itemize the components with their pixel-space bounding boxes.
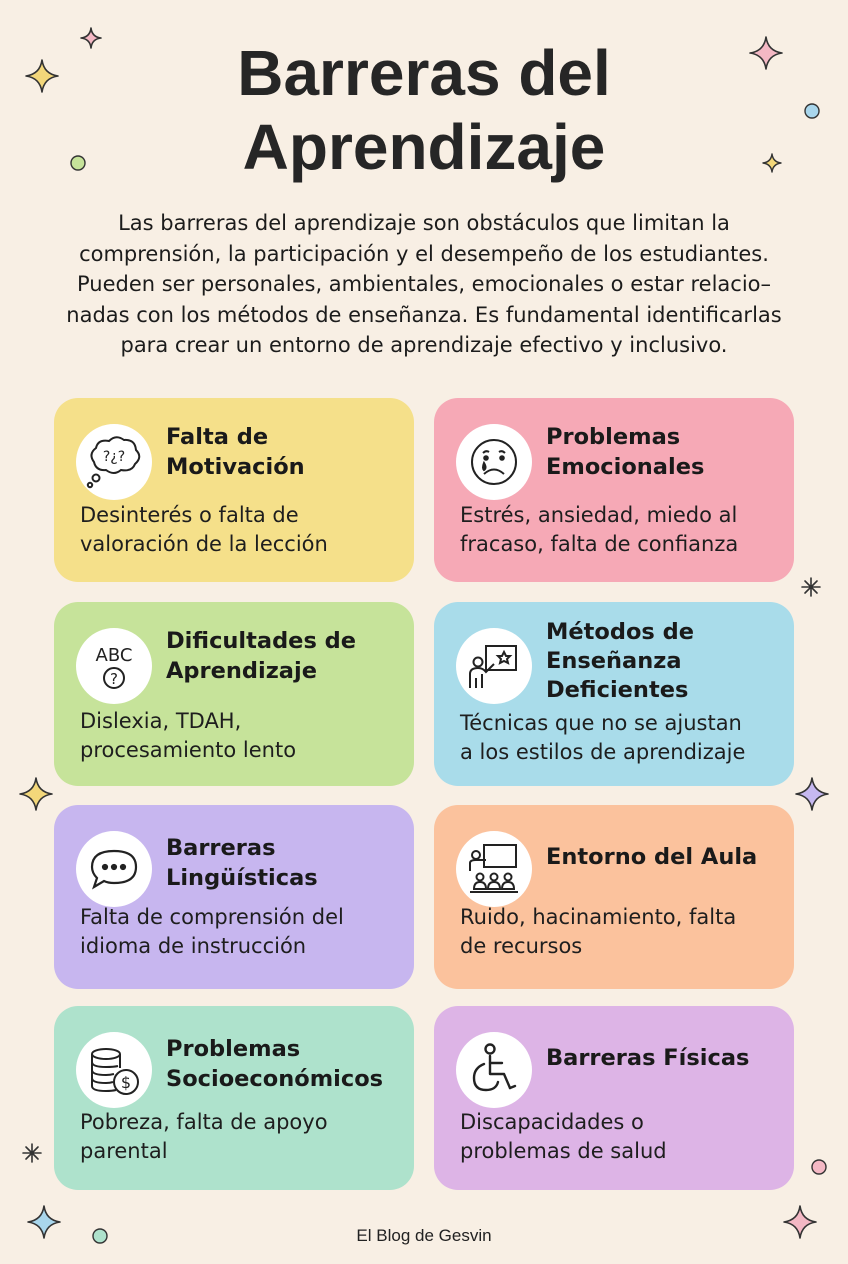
card-title-line: Deficientes: [546, 677, 689, 703]
card-title-line: Motivación: [166, 454, 305, 480]
coins-dollar-icon: [76, 1032, 152, 1108]
card-title: [166, 833, 406, 893]
icon-badge: [76, 424, 152, 500]
title-line: Barreras del: [237, 37, 611, 109]
card-description: [460, 709, 780, 767]
card-title-line: Falta de: [166, 424, 269, 450]
card-description: [80, 707, 400, 765]
card-entorno-del-aula: [434, 805, 794, 989]
card-desc-line: idioma de instrucción: [80, 934, 307, 958]
card-metodos-de-ensenanza-deficientes: [434, 602, 794, 786]
sad-face-icon: [456, 424, 532, 500]
icon-badge: [456, 628, 532, 704]
card-dificultades-de-aprendizaje: [54, 602, 414, 786]
abc-question-icon: [76, 628, 152, 704]
card-desc-line: Dislexia, TDAH,: [80, 709, 242, 733]
card-desc-line: Pobreza, falta de apoyo: [80, 1110, 328, 1134]
icon-badge: [76, 628, 152, 704]
card-problemas-socioeconomicos: [54, 1006, 414, 1190]
card-title-line: Barreras Físicas: [546, 1045, 750, 1071]
card-barreras-fisicas: [434, 1006, 794, 1190]
icon-badge: [76, 1032, 152, 1108]
intro-paragraph: [50, 208, 798, 361]
title-line: Aprendizaje: [242, 111, 606, 183]
intro-line: comprensión, la participación y el desempeño de los estudiantes.: [79, 241, 769, 266]
icon-badge: [456, 424, 532, 500]
card-title-line: Métodos de: [546, 619, 695, 645]
svg-text:?: ?: [110, 670, 118, 688]
card-title-line: Aprendizaje: [166, 658, 317, 684]
card-title-line: Barreras: [166, 835, 276, 861]
card-title: [166, 422, 406, 482]
card-title: [546, 842, 786, 872]
svg-text:$: $: [120, 1073, 132, 1092]
abc-label: ABC: [95, 645, 133, 666]
card-title-line: Emocionales: [546, 454, 705, 480]
card-desc-line: Técnicas que no se ajustan: [460, 711, 742, 735]
card-title-line: Problemas: [166, 1036, 301, 1062]
icon-badge: [456, 831, 532, 907]
thought-bubble-question-icon: [76, 424, 152, 500]
card-title-line: Lingüísticas: [166, 865, 318, 891]
card-desc-line: procesamiento lento: [80, 738, 297, 762]
card-description: [80, 903, 400, 961]
card-desc-line: Discapacidades o: [460, 1110, 644, 1134]
footer-credit: El Blog de Gesvin: [356, 1226, 492, 1245]
card-title-line: Socioeconómicos: [166, 1066, 384, 1092]
intro-line: para crear un entorno de aprendizaje efectivo y inclusivo.: [120, 333, 728, 357]
card-title: [546, 422, 786, 482]
card-title: [166, 1034, 406, 1094]
card-desc-line: problemas de salud: [460, 1139, 667, 1163]
page-title: [0, 36, 848, 184]
card-title-line: Dificultades de: [166, 628, 357, 654]
wheelchair-icon: [456, 1032, 532, 1108]
card-desc-line: de recursos: [460, 934, 583, 958]
card-title: [546, 1043, 786, 1073]
card-desc-line: Ruido, hacinamiento, falta: [460, 905, 737, 929]
card-description: [460, 1108, 780, 1166]
card-description: [460, 903, 780, 961]
teacher-board-icon: [456, 628, 532, 704]
card-desc-line: Falta de comprensión del: [80, 905, 344, 929]
sparkle-icon: [20, 778, 52, 810]
intro-line: nadas con los métodos de enseñanza. Es fundamental identificarlas: [66, 302, 782, 327]
svg-text:?¿?: ?¿?: [102, 449, 126, 465]
card-desc-line: Desinterés o falta de: [80, 503, 299, 527]
asterisk-icon: [23, 1144, 41, 1162]
card-title-line: Problemas: [546, 424, 681, 450]
card-falta-de-motivacion: [54, 398, 414, 582]
classroom-icon: [456, 831, 532, 907]
card-desc-line: fracaso, falta de confianza: [460, 532, 739, 556]
card-desc-line: a los estilos de aprendizaje: [460, 740, 746, 764]
intro-line: Las barreras del aprendizaje son obstáculos que limitan la: [118, 211, 730, 235]
card-description: [80, 1108, 400, 1166]
card-desc-line: Estrés, ansiedad, miedo al: [460, 503, 738, 527]
card-title-line: Entorno del Aula: [546, 844, 758, 870]
speech-bubble-icon: [76, 831, 152, 907]
intro-line: Pueden ser personales, ambientales, emocionales o estar relacio–: [76, 272, 771, 296]
icon-badge: [456, 1032, 532, 1108]
card-desc-line: valoración de la lección: [80, 532, 328, 556]
card-problemas-emocionales: [434, 398, 794, 582]
asterisk-icon: [802, 578, 820, 596]
card-desc-line: parental: [80, 1139, 168, 1163]
dot-icon: [812, 1160, 826, 1174]
icon-badge: [76, 831, 152, 907]
card-barreras-linguisticas: [54, 805, 414, 989]
card-title: [166, 626, 406, 686]
card-title-line: Enseñanza: [546, 648, 682, 674]
card-description: [460, 501, 780, 559]
card-title: [546, 618, 786, 705]
sparkle-icon: [796, 778, 828, 810]
card-description: [80, 501, 400, 559]
